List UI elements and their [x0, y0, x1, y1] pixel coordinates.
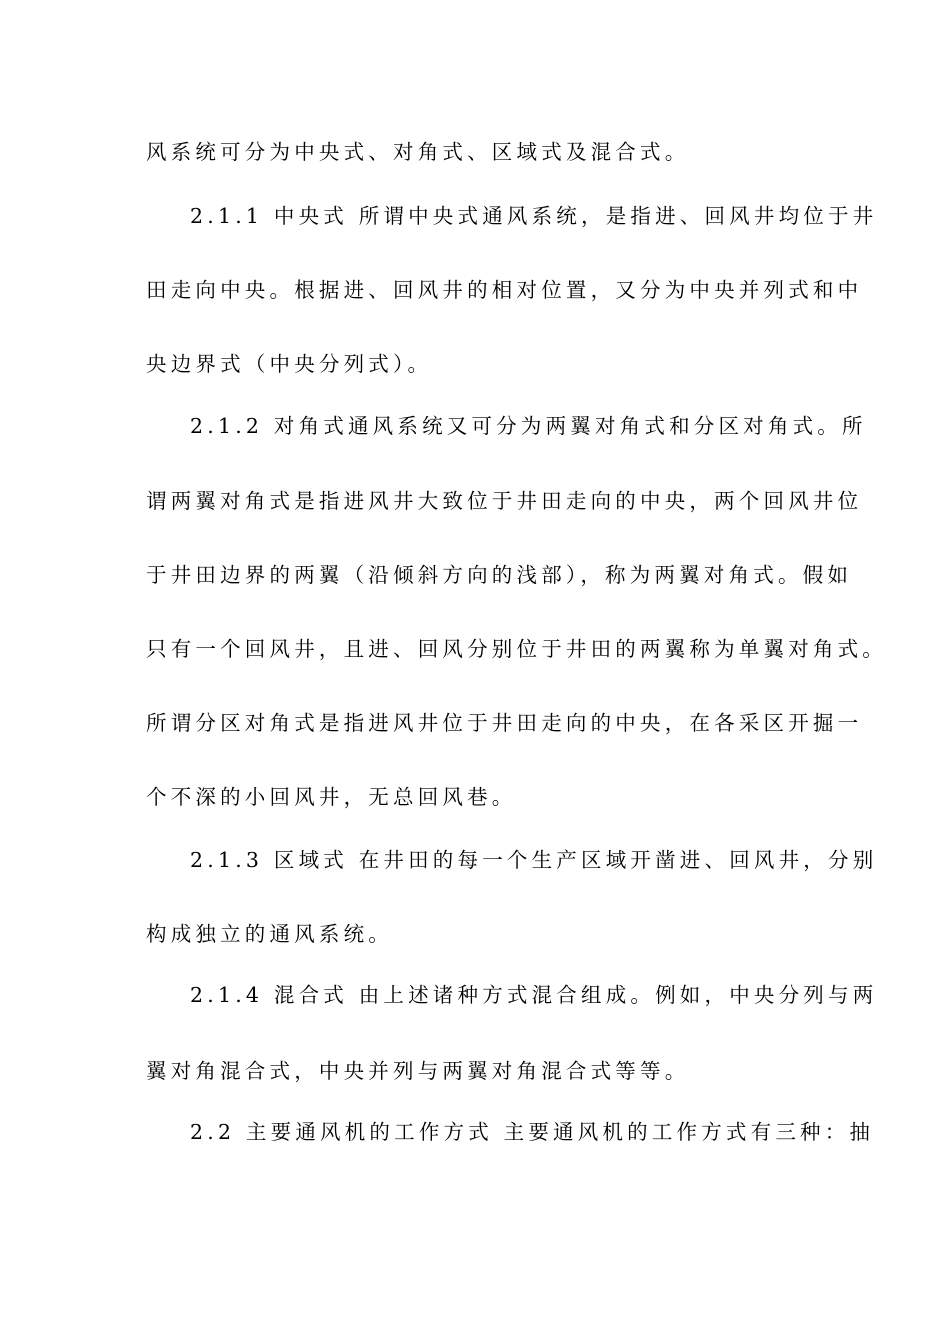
text-line: 2.1.4 混合式 由上述诸种方式混合组成。例如，中央分列与两	[190, 983, 878, 1007]
text-line: 翼对角混合式，中央并列与两翼对角混合式等等。	[146, 1059, 690, 1083]
text-line: 田走向中央。根据进、回风井的相对位置，又分为中央并列式和中	[146, 278, 863, 302]
text-line: 2.1.3 区域式 在井田的每一个生产区域开凿进、回风井，分别	[190, 848, 878, 872]
text-line: 于井田边界的两翼（沿倾斜方向的浅部），称为两翼对角式。假如	[146, 563, 853, 587]
text-line: 2.1.2 对角式通风系统又可分为两翼对角式和分区对角式。所	[190, 414, 867, 438]
text-line: 只有一个回风井，且进、回风分别位于井田的两翼称为单翼对角式。	[146, 637, 887, 661]
text-line: 所谓分区对角式是指进风井位于井田走向的中央，在各采区开掘一	[146, 711, 863, 735]
text-line: 央边界式（中央分列式）。	[146, 352, 433, 376]
text-line: 个不深的小回风井，无总回风巷。	[146, 785, 517, 809]
text-line: 2.1.1 中央式 所谓中央式通风系统，是指进、回风井均位于井	[190, 204, 878, 228]
text-line: 谓两翼对角式是指进风井大致位于井田走向的中央，两个回风井位	[146, 489, 863, 513]
text-line: 风系统可分为中央式、对角式、区域式及混合式。	[146, 140, 690, 164]
text-line: 2.2 主要通风机的工作方式 主要通风机的工作方式有三种：抽	[190, 1120, 875, 1144]
text-line: 构成独立的通风系统。	[146, 922, 393, 946]
